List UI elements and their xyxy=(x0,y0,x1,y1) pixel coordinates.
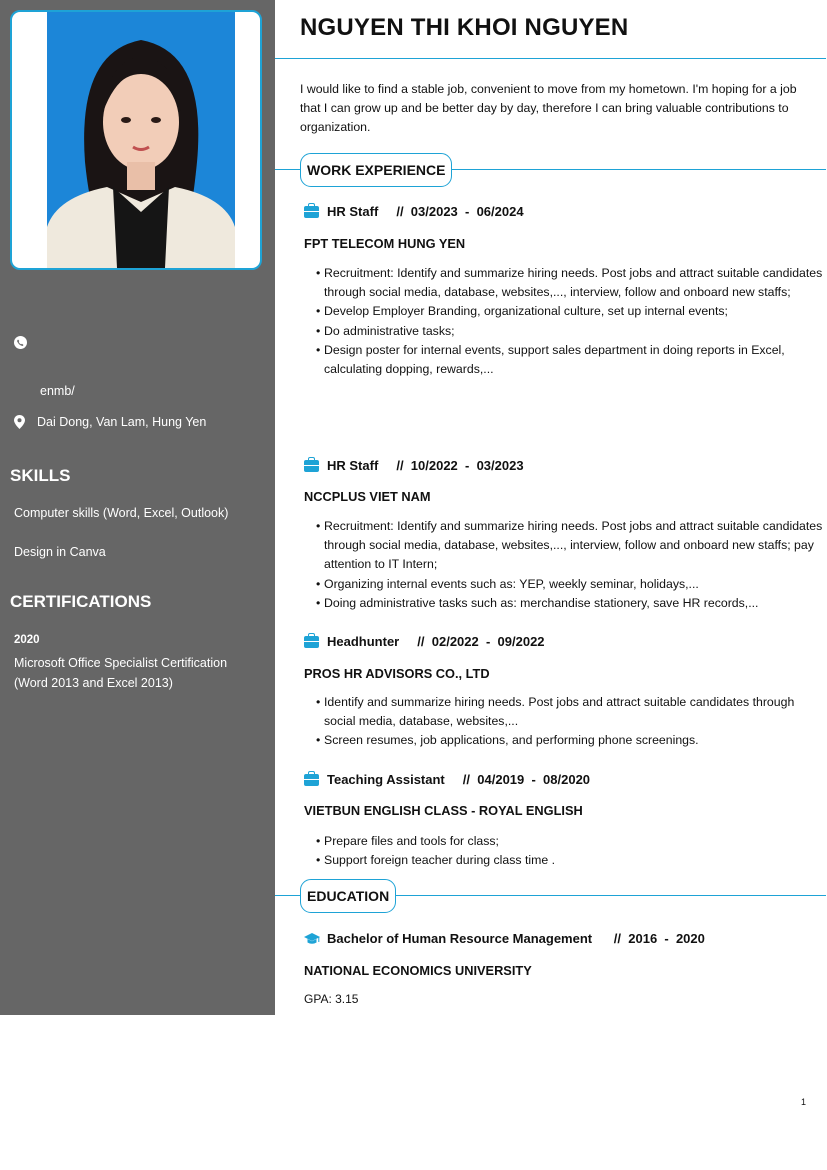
list-item: • Develop Employer Branding, organizational culture, set up internal events; xyxy=(324,302,824,321)
certifications-heading: CERTIFICATIONS xyxy=(10,592,152,611)
list-item: • Identify and summarize hiring needs. Post jobs and attract suitable candidates through social media, database, websites,... xyxy=(324,693,824,731)
list-item: • Screen resumes, job applications, and performing phone screenings. xyxy=(324,731,824,750)
career-objective: I would like to find a stable job, convenient to move from my hometown. I'm hoping for a job that I can grow up and be better day by day, therefore I can bring valuable contributions to organization. xyxy=(300,82,797,134)
job-duties xyxy=(324,693,824,751)
list-item: • Do administrative tasks; xyxy=(324,322,824,341)
certification-title: Microsoft Office Specialist Certification (Word 2013 and Excel 2013) xyxy=(14,656,228,690)
job-start: 02/2022 xyxy=(431,634,479,649)
address-text: Dai Dong, Van Lam, Hung Yen xyxy=(37,415,207,429)
sidebar xyxy=(0,0,275,1015)
education-start: 2016 xyxy=(628,931,658,946)
job-duties xyxy=(324,832,824,870)
education-end: 2020 xyxy=(675,931,705,946)
job-start: 04/2019 xyxy=(477,772,525,787)
header-divider xyxy=(275,58,826,59)
phone-row xyxy=(14,336,27,349)
job-start: 10/2022 xyxy=(410,458,458,473)
profile-photo xyxy=(47,12,235,268)
list-item: • Doing administrative tasks such as: merchandise stationery, save HR records,... xyxy=(324,594,824,613)
briefcase-icon xyxy=(304,460,319,472)
profile-photo-frame xyxy=(10,10,262,270)
list-item: • Prepare files and tools for class; xyxy=(324,832,824,851)
briefcase-icon xyxy=(304,206,319,218)
location-pin-icon xyxy=(14,415,25,429)
job-header: HR Staff // 03/2023 - 06/2024 xyxy=(304,204,524,219)
list-item: • Recruitment: Identify and summarize hiring needs. Post jobs and attract suitable candidates through social media, database, websites,..., interview, follow and onboard new staffs; xyxy=(324,264,824,302)
graduation-cap-icon xyxy=(304,933,320,945)
address-row xyxy=(14,415,206,429)
job-title: Headhunter xyxy=(327,634,400,649)
list-item: • Organizing internal events such as: YEP, weekly seminar, holidays,... xyxy=(324,575,824,594)
job-end: 06/2024 xyxy=(476,204,524,219)
contact-url[interactable]: enmb/ xyxy=(40,384,75,398)
list-item: • Design poster for internal events, support sales department in doing reports in Excel, calculating dopping, rewards,... xyxy=(324,341,824,379)
job-duties xyxy=(324,517,824,613)
company-name: FPT TELECOM HUNG YEN xyxy=(304,236,466,251)
job-end: 03/2023 xyxy=(476,458,524,473)
work-experience-heading: WORK EXPERIENCE xyxy=(300,153,452,187)
phone-icon xyxy=(14,336,27,349)
list-item: • Support foreign teacher during class time . xyxy=(324,851,824,870)
company-name: NCCPLUS VIET NAM xyxy=(304,489,431,504)
certification-year: 2020 xyxy=(14,634,40,646)
job-start: 03/2023 xyxy=(410,204,458,219)
briefcase-icon xyxy=(304,636,319,648)
list-item: • Recruitment: Identify and summarize hiring needs. Post jobs and attract suitable candidates through social media, database, websites,..., interview, follow and onboard new staffs; pay attention to IT Intern; xyxy=(324,517,824,575)
company-name: PROS HR ADVISORS CO., LTD xyxy=(304,666,490,681)
job-duties xyxy=(324,264,824,379)
skill-item: Design in Canva xyxy=(14,545,106,559)
job-end: 08/2020 xyxy=(543,772,591,787)
education-heading: EDUCATION xyxy=(300,879,396,913)
skills-heading: SKILLS xyxy=(10,466,71,485)
degree-title: Bachelor of Human Resource Management xyxy=(327,931,593,946)
job-title: Teaching Assistant xyxy=(327,772,445,787)
education-header: Bachelor of Human Resource Management // 2016 - 2020 xyxy=(304,931,705,946)
job-header: HR Staff // 10/2022 - 03/2023 xyxy=(304,458,524,473)
gpa-text: GPA: 3.15 xyxy=(304,992,359,1006)
skill-item: Computer skills (Word, Excel, Outlook) xyxy=(14,506,229,520)
candidate-name: NGUYEN THI KHOI NGUYEN xyxy=(300,14,629,41)
job-header: Teaching Assistant // 04/2019 - 08/2020 xyxy=(304,772,590,787)
job-end: 09/2022 xyxy=(497,634,545,649)
page-number: 1 xyxy=(801,1097,807,1107)
job-title: HR Staff xyxy=(327,458,379,473)
job-title: HR Staff xyxy=(327,204,379,219)
school-name: NATIONAL ECONOMICS UNIVERSITY xyxy=(304,963,532,978)
job-header: Headhunter // 02/2022 - 09/2022 xyxy=(304,634,545,649)
briefcase-icon xyxy=(304,774,319,786)
portrait-illustration xyxy=(47,12,235,268)
company-name: VIETBUN ENGLISH CLASS - ROYAL ENGLISH xyxy=(304,803,583,818)
